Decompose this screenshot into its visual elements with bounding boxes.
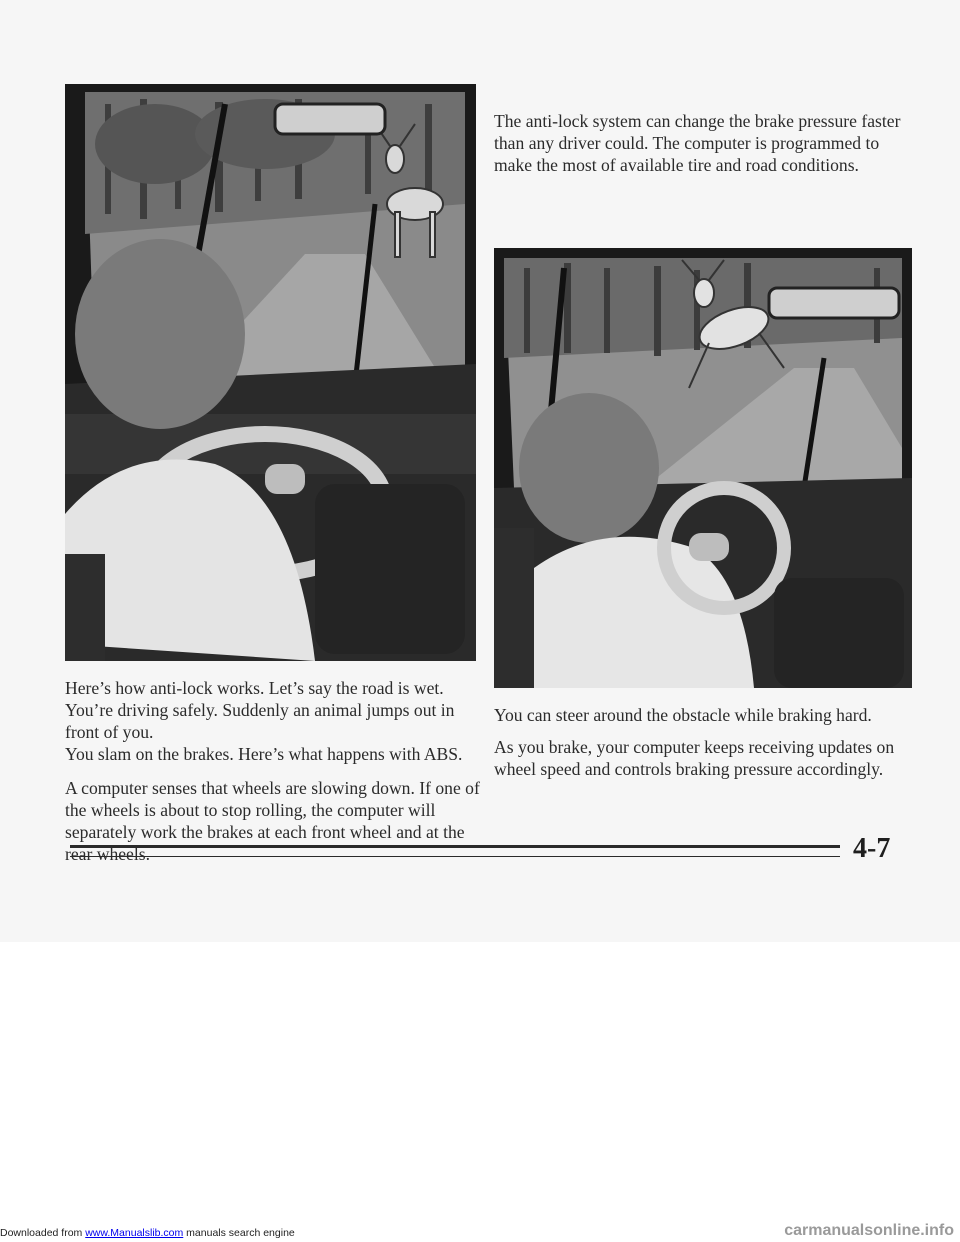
illustration-driver-sees-deer: [65, 84, 476, 661]
paragraph-right-3: As you brake, your computer keeps receiving updates on wheel speed and controls braking pressure accordingly.: [494, 737, 895, 779]
paragraph-left-3: A computer senses that wheels are slowing down. If one of the wheels is about to stop rolling, the computer will separately work the brakes at each front wheel and at the rear wheels.: [65, 778, 480, 864]
download-footer: [0, 1226, 295, 1240]
illustration-driver-steers-around-deer: [494, 248, 912, 688]
footer-prefix: Downloaded from: [0, 1227, 86, 1239]
paragraph-right-2: You can steer around the obstacle while braking hard.: [494, 705, 872, 725]
footer-rule-thick: [70, 845, 840, 848]
footer-suffix: manuals search engine: [183, 1227, 295, 1239]
paragraph-left-2: You slam on the brakes. Here’s what happens with ABS.: [65, 744, 463, 764]
watermark-text: carmanualsonline.info: [784, 1222, 954, 1239]
paragraph-right-1: The anti-lock system can change the brake pressure faster than any driver could. The computer is programmed to make the most of available tire and road conditions.: [494, 111, 901, 175]
manualslib-link[interactable]: www.Manualslib.com: [85, 1227, 184, 1239]
page-number: 4-7: [853, 833, 891, 864]
paragraph-left-1: Here’s how anti-lock works. Let’s say the road is wet. You’re driving safely. Suddenly an animal jumps out in front of you.: [65, 678, 455, 742]
footer-rule-thin: [70, 856, 840, 857]
